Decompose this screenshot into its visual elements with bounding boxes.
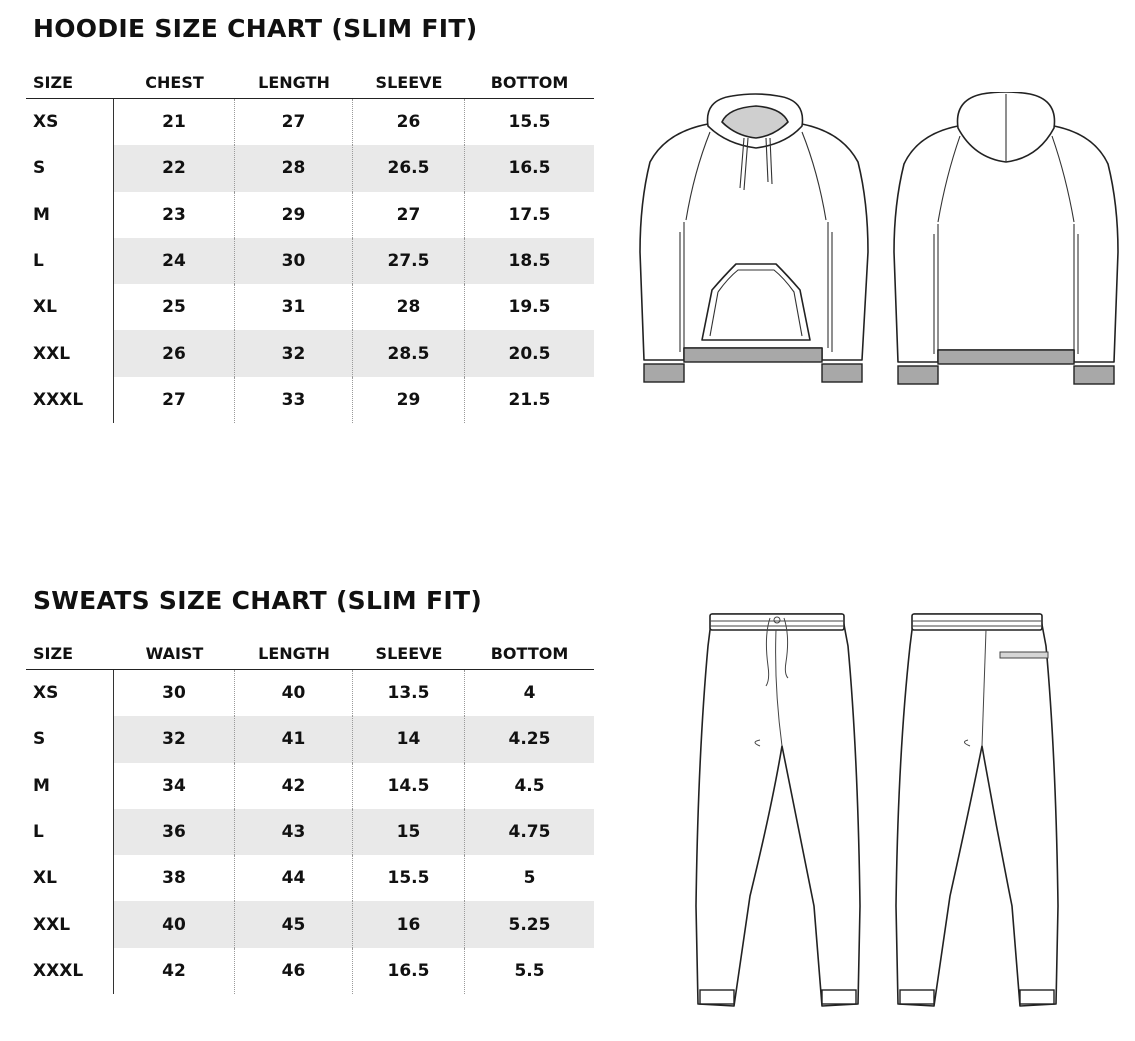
chest-cell: 24 bbox=[114, 238, 235, 284]
waist-cell: 34 bbox=[114, 763, 235, 809]
sleeve-cell: 14.5 bbox=[353, 763, 465, 809]
bottom-cell: 5 bbox=[523, 868, 536, 889]
length-cell: 28 bbox=[235, 145, 353, 191]
bottom-cell: 4 bbox=[523, 683, 536, 704]
sleeve-cell: 16 bbox=[353, 901, 465, 947]
hoodie-size-table bbox=[26, 66, 594, 423]
table-row bbox=[26, 99, 594, 145]
size-cell: XL bbox=[26, 284, 114, 330]
length-cell: 46 bbox=[235, 948, 353, 994]
bottom-cell: 4.25 bbox=[465, 716, 594, 762]
length-cell: 42 bbox=[235, 763, 353, 809]
chest-cell: 21 bbox=[114, 99, 235, 145]
sweatpants-front-illustration bbox=[690, 606, 866, 1014]
sleeve-cell: 13.5 bbox=[353, 670, 465, 716]
sleeve-cell: 15 bbox=[353, 809, 465, 855]
waist-cell: 36 bbox=[114, 809, 235, 855]
size-cell: M bbox=[26, 763, 114, 809]
table-row bbox=[26, 330, 594, 376]
chest-cell: 26 bbox=[114, 330, 235, 376]
length-cell: 43 bbox=[235, 809, 353, 855]
size-cell: S bbox=[26, 145, 114, 191]
chest-cell: 23 bbox=[114, 192, 235, 238]
table-row bbox=[26, 901, 594, 947]
bottom-cell: 16.5 bbox=[465, 145, 594, 191]
size-cell: XS bbox=[26, 670, 114, 716]
size-cell: XL bbox=[26, 855, 114, 901]
bottom-cell: 20.5 bbox=[465, 330, 594, 376]
size-cell: XS bbox=[26, 99, 114, 145]
bottom-cell: 21.5 bbox=[508, 389, 551, 410]
size-cell: S bbox=[26, 716, 114, 762]
sleeve-cell: 16.5 bbox=[353, 948, 465, 994]
table-row bbox=[26, 192, 594, 238]
sleeve-cell: 28 bbox=[353, 284, 465, 330]
sweats-chart-title: SWEATS SIZE CHART (SLIM FIT) bbox=[33, 586, 483, 615]
header-waist: WAIST bbox=[145, 643, 204, 663]
table-row bbox=[26, 809, 594, 855]
header-chest: CHEST bbox=[145, 72, 204, 92]
bottom-cell: 17.5 bbox=[508, 204, 551, 225]
length-cell: 29 bbox=[235, 192, 353, 238]
bottom-cell: 5.5 bbox=[514, 960, 545, 981]
bottom-cell: 19.5 bbox=[508, 297, 551, 318]
table-row bbox=[26, 145, 594, 191]
chest-cell: 22 bbox=[114, 145, 235, 191]
table-row bbox=[26, 284, 594, 330]
length-cell: 44 bbox=[235, 855, 353, 901]
length-cell: 33 bbox=[235, 377, 353, 423]
length-cell: 40 bbox=[235, 670, 353, 716]
table-row bbox=[26, 855, 594, 901]
table-row bbox=[26, 948, 594, 994]
sleeve-cell: 15.5 bbox=[353, 855, 465, 901]
hoodie-front-illustration bbox=[636, 92, 876, 388]
size-cell: XXL bbox=[26, 901, 114, 947]
header-size: SIZE bbox=[33, 72, 74, 92]
sleeve-cell: 26 bbox=[353, 99, 465, 145]
chest-cell: 25 bbox=[114, 284, 235, 330]
length-cell: 41 bbox=[235, 716, 353, 762]
waist-cell: 32 bbox=[114, 716, 235, 762]
header-sleeve: SLEEVE bbox=[375, 643, 443, 663]
bottom-cell: 5.25 bbox=[465, 901, 594, 947]
table-header bbox=[26, 66, 594, 99]
waist-cell: 30 bbox=[114, 670, 235, 716]
length-cell: 27 bbox=[235, 99, 353, 145]
bottom-cell: 15.5 bbox=[508, 112, 551, 133]
header-bottom: BOTTOM bbox=[490, 72, 569, 92]
table-header bbox=[26, 637, 594, 670]
bottom-cell: 4.75 bbox=[465, 809, 594, 855]
sleeve-cell: 27 bbox=[353, 192, 465, 238]
size-cell: XXXL bbox=[26, 948, 114, 994]
waist-cell: 42 bbox=[114, 948, 235, 994]
table-row bbox=[26, 716, 594, 762]
length-cell: 32 bbox=[235, 330, 353, 376]
table-row bbox=[26, 238, 594, 284]
length-cell: 45 bbox=[235, 901, 353, 947]
header-bottom: BOTTOM bbox=[490, 643, 569, 663]
sweats-size-table bbox=[26, 637, 594, 994]
bottom-cell: 4.5 bbox=[514, 775, 545, 796]
bottom-cell: 18.5 bbox=[465, 238, 594, 284]
sleeve-cell: 28.5 bbox=[353, 330, 465, 376]
header-sleeve: SLEEVE bbox=[375, 72, 443, 92]
hoodie-back-illustration bbox=[890, 92, 1122, 388]
header-size: SIZE bbox=[33, 643, 74, 663]
size-cell: M bbox=[26, 192, 114, 238]
chest-cell: 27 bbox=[114, 377, 235, 423]
table-row bbox=[26, 377, 594, 423]
table-row bbox=[26, 670, 594, 716]
size-cell: XXL bbox=[26, 330, 114, 376]
sweatpants-back-illustration bbox=[890, 606, 1066, 1014]
sleeve-cell: 29 bbox=[353, 377, 465, 423]
header-length: LENGTH bbox=[258, 643, 330, 663]
waist-cell: 40 bbox=[114, 901, 235, 947]
waist-cell: 38 bbox=[114, 855, 235, 901]
length-cell: 31 bbox=[235, 284, 353, 330]
hoodie-chart-title: HOODIE SIZE CHART (SLIM FIT) bbox=[33, 14, 478, 43]
header-length: LENGTH bbox=[258, 72, 330, 92]
length-cell: 30 bbox=[235, 238, 353, 284]
sleeve-cell: 26.5 bbox=[353, 145, 465, 191]
sleeve-cell: 27.5 bbox=[353, 238, 465, 284]
sleeve-cell: 14 bbox=[353, 716, 465, 762]
size-cell: L bbox=[26, 809, 114, 855]
size-cell: L bbox=[26, 238, 114, 284]
table-row bbox=[26, 763, 594, 809]
size-cell: XXXL bbox=[26, 377, 114, 423]
